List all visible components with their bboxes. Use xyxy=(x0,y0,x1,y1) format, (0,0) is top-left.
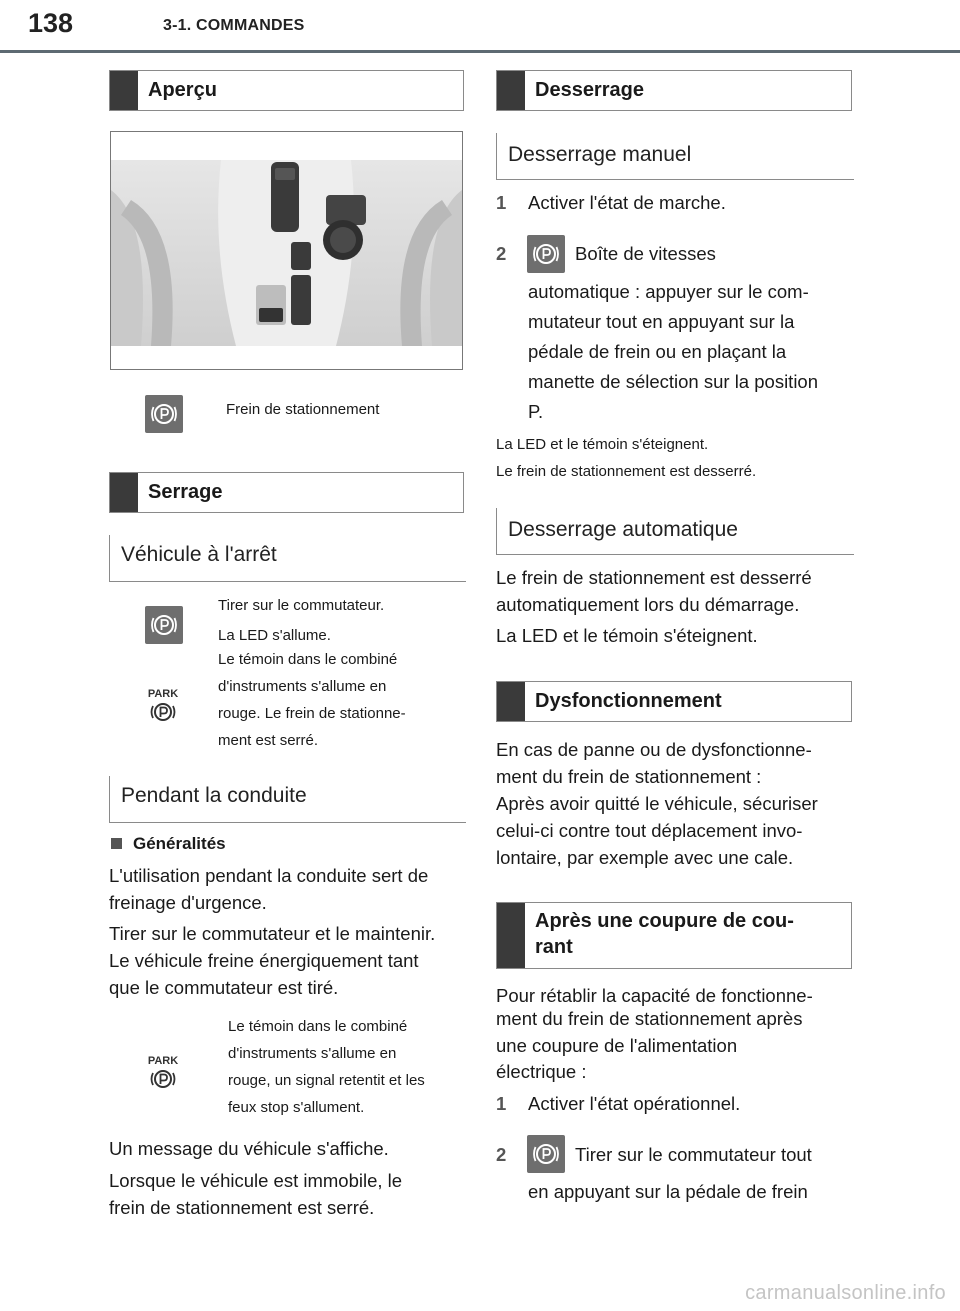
step-text: en appuyant sur la pédale de frein xyxy=(528,1181,808,1202)
section-title: Serrage xyxy=(148,481,223,503)
step-text: automatique : appuyer sur le com- xyxy=(528,281,809,302)
step-text: Boîte de vitesses xyxy=(575,243,716,264)
paragraph: Pour rétablir la capacité de fonctionne- xyxy=(496,985,813,1006)
section-bar xyxy=(110,473,138,512)
step-text: pédale de frein ou en plaçant la xyxy=(528,341,787,362)
instruction-text: La LED s'allume. xyxy=(218,627,331,644)
paragraph: lontaire, par exemple avec une cale. xyxy=(496,847,794,868)
instruction-text: rouge, un signal retentit et les xyxy=(228,1072,425,1089)
instruction-text: ment est serré. xyxy=(218,732,319,749)
step-text: mutateur tout en appuyant sur la xyxy=(528,311,795,332)
paragraph: une coupure de l'alimentation xyxy=(496,1035,738,1056)
section-apres-coupure xyxy=(496,902,852,969)
header-rule xyxy=(0,50,960,53)
chapter-title: 3-1. COMMANDES xyxy=(163,17,305,34)
instruction-text: rouge. Le frein de stationne- xyxy=(218,705,406,722)
subsection-desserrage-manuel xyxy=(496,133,853,180)
instruction-text: feux stop s'allument. xyxy=(228,1099,365,1116)
paragraph: ment du frein de stationnement : xyxy=(496,766,762,787)
center-console-photo xyxy=(111,160,462,346)
section-bar xyxy=(497,682,525,721)
paragraph: Le frein de stationnement est desserré xyxy=(496,567,812,588)
page-number: 138 xyxy=(28,8,74,38)
section-title: Aperçu xyxy=(148,79,217,101)
subsection-rule xyxy=(497,179,854,180)
paragraph: L'utilisation pendant la conduite sert de xyxy=(109,865,429,886)
subsection-desserrage-automatique xyxy=(496,508,853,555)
step-number: 1 xyxy=(496,192,507,213)
section-bar xyxy=(110,71,138,110)
parking-brake-icon xyxy=(527,235,565,273)
step-text: Activer l'état opérationnel. xyxy=(528,1093,741,1114)
paragraph: Le véhicule freine énergiquement tant xyxy=(109,950,419,971)
watermark: carmanualsonline.info xyxy=(745,1282,946,1304)
instruction-text: Le témoin dans le combiné xyxy=(218,651,398,668)
parking-brake-icon xyxy=(145,606,183,644)
generalites-title: Généralités xyxy=(133,834,226,853)
paragraph: Après avoir quitté le véhicule, sécuriser xyxy=(496,793,818,814)
step-text: manette de sélection sur la position xyxy=(528,371,819,392)
section-desserrage xyxy=(496,70,852,111)
subsection-title: Desserrage manuel xyxy=(508,143,692,166)
park-warning-icon xyxy=(145,1052,181,1092)
instruction-text: d'instruments s'allume en xyxy=(228,1045,397,1062)
step-text: Activer l'état de marche. xyxy=(528,192,726,213)
subsection-pendant-conduite xyxy=(109,776,465,823)
parking-brake-label: Frein de stationnement xyxy=(226,401,380,418)
subsection-rule xyxy=(497,554,854,555)
paragraph: ment du frein de stationnement après xyxy=(496,1008,803,1029)
paragraph: En cas de panne ou de dysfonctionne- xyxy=(496,739,812,760)
subsection-title: Desserrage automatique xyxy=(508,518,738,541)
section-serrage xyxy=(109,472,464,513)
center-console-illustration xyxy=(111,160,462,346)
section-bar xyxy=(497,71,525,110)
note-text: La LED et le témoin s'éteignent. xyxy=(496,436,709,453)
step-number: 2 xyxy=(496,243,507,264)
section-title-line-1: Après une coupure de cou- xyxy=(535,910,794,932)
paragraph: celui-ci contre tout déplacement invo- xyxy=(496,820,803,841)
bullet-square-icon xyxy=(111,838,122,849)
paragraph: électrique : xyxy=(496,1061,587,1082)
section-title-line-2: rant xyxy=(535,936,573,958)
instruction-text: Tirer sur le commutateur. xyxy=(218,597,385,614)
step-text: Tirer sur le commutateur tout xyxy=(575,1144,812,1165)
subsection-vehicule-arret xyxy=(109,535,465,582)
cockpit-photo-frame xyxy=(110,131,463,370)
parking-brake-icon xyxy=(145,395,183,433)
note-text: Le frein de stationnement est desserré. xyxy=(496,463,757,480)
park-word: PARK xyxy=(147,688,179,700)
paragraph: frein de stationnement est serré. xyxy=(109,1197,375,1218)
paragraph: Un message du véhicule s'affiche. xyxy=(109,1138,389,1159)
paragraph: Tirer sur le commutateur et le maintenir. xyxy=(109,923,436,944)
subsection-rule xyxy=(110,581,466,582)
subsection-rule xyxy=(110,822,466,823)
paragraph: freinage d'urgence. xyxy=(109,892,267,913)
section-title: Dysfonctionnement xyxy=(535,690,722,712)
section-title: Desserrage xyxy=(535,79,644,101)
section-apercu xyxy=(109,70,464,111)
park-word: PARK xyxy=(147,1055,179,1067)
paragraph: que le commutateur est tiré. xyxy=(109,977,339,998)
instruction-text: Le témoin dans le combiné xyxy=(228,1018,408,1035)
parking-brake-icon xyxy=(527,1135,565,1173)
instruction-text: d'instruments s'allume en xyxy=(218,678,387,695)
section-dysfonctionnement xyxy=(496,681,852,722)
paragraph: La LED et le témoin s'éteignent. xyxy=(496,625,758,646)
step-text: P. xyxy=(528,401,544,422)
subsection-title: Véhicule à l'arrêt xyxy=(121,543,277,566)
section-bar xyxy=(497,903,525,968)
paragraph: automatiquement lors du démarrage. xyxy=(496,594,800,615)
step-number: 1 xyxy=(496,1093,507,1114)
paragraph: Lorsque le véhicule est immobile, le xyxy=(109,1170,403,1191)
subsection-title: Pendant la conduite xyxy=(121,784,307,807)
park-warning-icon xyxy=(145,685,181,725)
step-number: 2 xyxy=(496,1144,507,1165)
